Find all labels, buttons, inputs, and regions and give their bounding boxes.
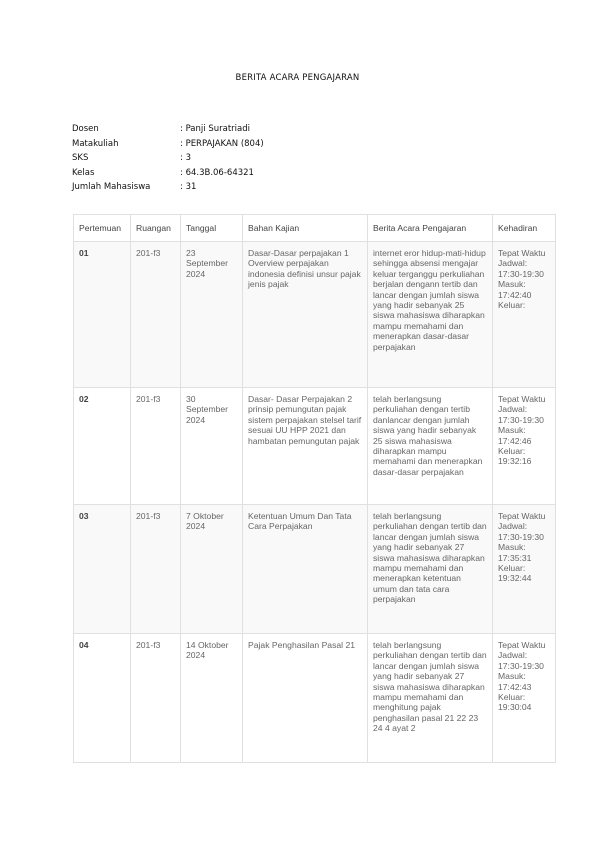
attendance-table-container: [73, 214, 555, 763]
table-row: [74, 242, 556, 388]
info-value: : PERPAJAKAN (804): [180, 138, 264, 149]
cell-berita-acara: internet eror hidup-mati-hidup sehingga absensi mengajar keluar terganggu perkuliahan berjalan dengann tertib dan lancar dengan jumlah siswa yang hadir sebanyak 25 siswa mahasiswa diharapkan mampu memahami dan menerapkan dasar-dasar perpajakan: [368, 242, 493, 388]
info-row-sks: [72, 151, 264, 166]
info-label: SKS: [72, 153, 89, 163]
cell-ruangan: 201-f3: [131, 505, 181, 634]
cell-berita-acara: telah berlangsung perkuliahan dengan tertib danlancar dengan jumlah siswa yang hadir sebanyak 25 siswa mahasiswa diharapkan mampu memahami dan menerapkan dasar-dasar perpajakan: [368, 388, 493, 505]
cell-ruangan: 201-f3: [131, 242, 181, 388]
cell-bahan-kajian: Ketentuan Umum Dan Tata Cara Perpajakan: [243, 505, 368, 634]
info-value: : 64.3B.06-64321: [180, 167, 254, 178]
header-kehadiran: Kehadiran: [493, 215, 556, 242]
document-title: BERITA ACARA PENGAJARAN: [235, 73, 360, 83]
cell-pertemuan: 01: [74, 242, 131, 388]
info-row-matakuliah: [72, 137, 264, 152]
cell-kehadiran: Tepat Waktu Jadwal: 17:30-19:30 Masuk: 17:42:46 Keluar: 19:32:16: [493, 388, 556, 505]
cell-berita-acara: telah berlangsung perkuliahan dengan tertib dan lancar dengan jumlah siswa yang hadir sebanyak 27 siswa mahasiswa diharapkan mampu memahami dan menghitung pajak penghasilan pasal 21 22 23 24 4 ayat 2: [368, 634, 493, 763]
cell-tanggal: 30 September 2024: [181, 388, 243, 505]
header-tanggal: Tanggal: [181, 215, 243, 242]
attendance-table: [73, 214, 556, 763]
header-pertemuan: Pertemuan: [74, 215, 131, 242]
info-row-dosen: [72, 122, 264, 137]
table-header-row: [74, 215, 556, 242]
course-info: [72, 122, 264, 195]
cell-bahan-kajian: Dasar-Dasar perpajakan 1 Overview perpajakan indonesia definisi unsur pajak jenis pajak: [243, 242, 368, 388]
header-bahan-kajian: Bahan Kajian: [243, 215, 368, 242]
cell-ruangan: 201-f3: [131, 388, 181, 505]
table-row: [74, 388, 556, 505]
cell-bahan-kajian: Pajak Penghasilan Pasal 21: [243, 634, 368, 763]
info-row-jumlah-mahasiswa: [72, 180, 264, 195]
info-value: : Panji Suratriadi: [180, 124, 250, 134]
cell-tanggal: 7 Oktober 2024: [181, 505, 243, 634]
info-label: Dosen: [72, 124, 99, 134]
info-label: Kelas: [72, 167, 95, 178]
table-row: [74, 634, 556, 763]
header-ruangan: Ruangan: [131, 215, 181, 242]
cell-berita-acara: telah berlangsung perkuliahan dengan tertib dan lancar dengan jumlah siswa yang hadir sebanyak 27 siswa mahasiswa diharapkan mampu memahami dan menerapkan ketentuan umum dan tata cara perpajakan: [368, 505, 493, 634]
cell-pertemuan: 04: [74, 634, 131, 763]
cell-bahan-kajian: Dasar- Dasar Perpajakan 2 prinsip pemungutan pajak sistem perpajakan stelsel tarif sesuai UU HPP 2021 dan hambatan pemungutan pajak: [243, 388, 368, 505]
info-label: Jumlah Mahasiswa: [72, 182, 151, 192]
info-row-kelas: [72, 166, 264, 181]
cell-tanggal: 14 Oktober 2024: [181, 634, 243, 763]
cell-pertemuan: 03: [74, 505, 131, 634]
table-row: [74, 505, 556, 634]
header-berita-acara: Berita Acara Pengajaran: [368, 215, 493, 242]
cell-tanggal: 23 September 2024: [181, 242, 243, 388]
cell-kehadiran: Tepat Waktu Jadwal: 17:30-19:30 Masuk: 17:35:31 Keluar: 19:32:44: [493, 505, 556, 634]
cell-ruangan: 201-f3: [131, 634, 181, 763]
info-value: : 31: [180, 182, 197, 192]
cell-pertemuan: 02: [74, 388, 131, 505]
info-value: : 3: [180, 153, 191, 163]
cell-kehadiran: Tepat Waktu Jadwal: 17:30-19:30 Masuk: 17:42:40 Keluar:: [493, 242, 556, 388]
cell-kehadiran: Tepat Waktu Jadwal: 17:30-19:30 Masuk: 17:42:43 Keluar: 19:30:04: [493, 634, 556, 763]
info-label: Matakuliah: [72, 138, 119, 149]
